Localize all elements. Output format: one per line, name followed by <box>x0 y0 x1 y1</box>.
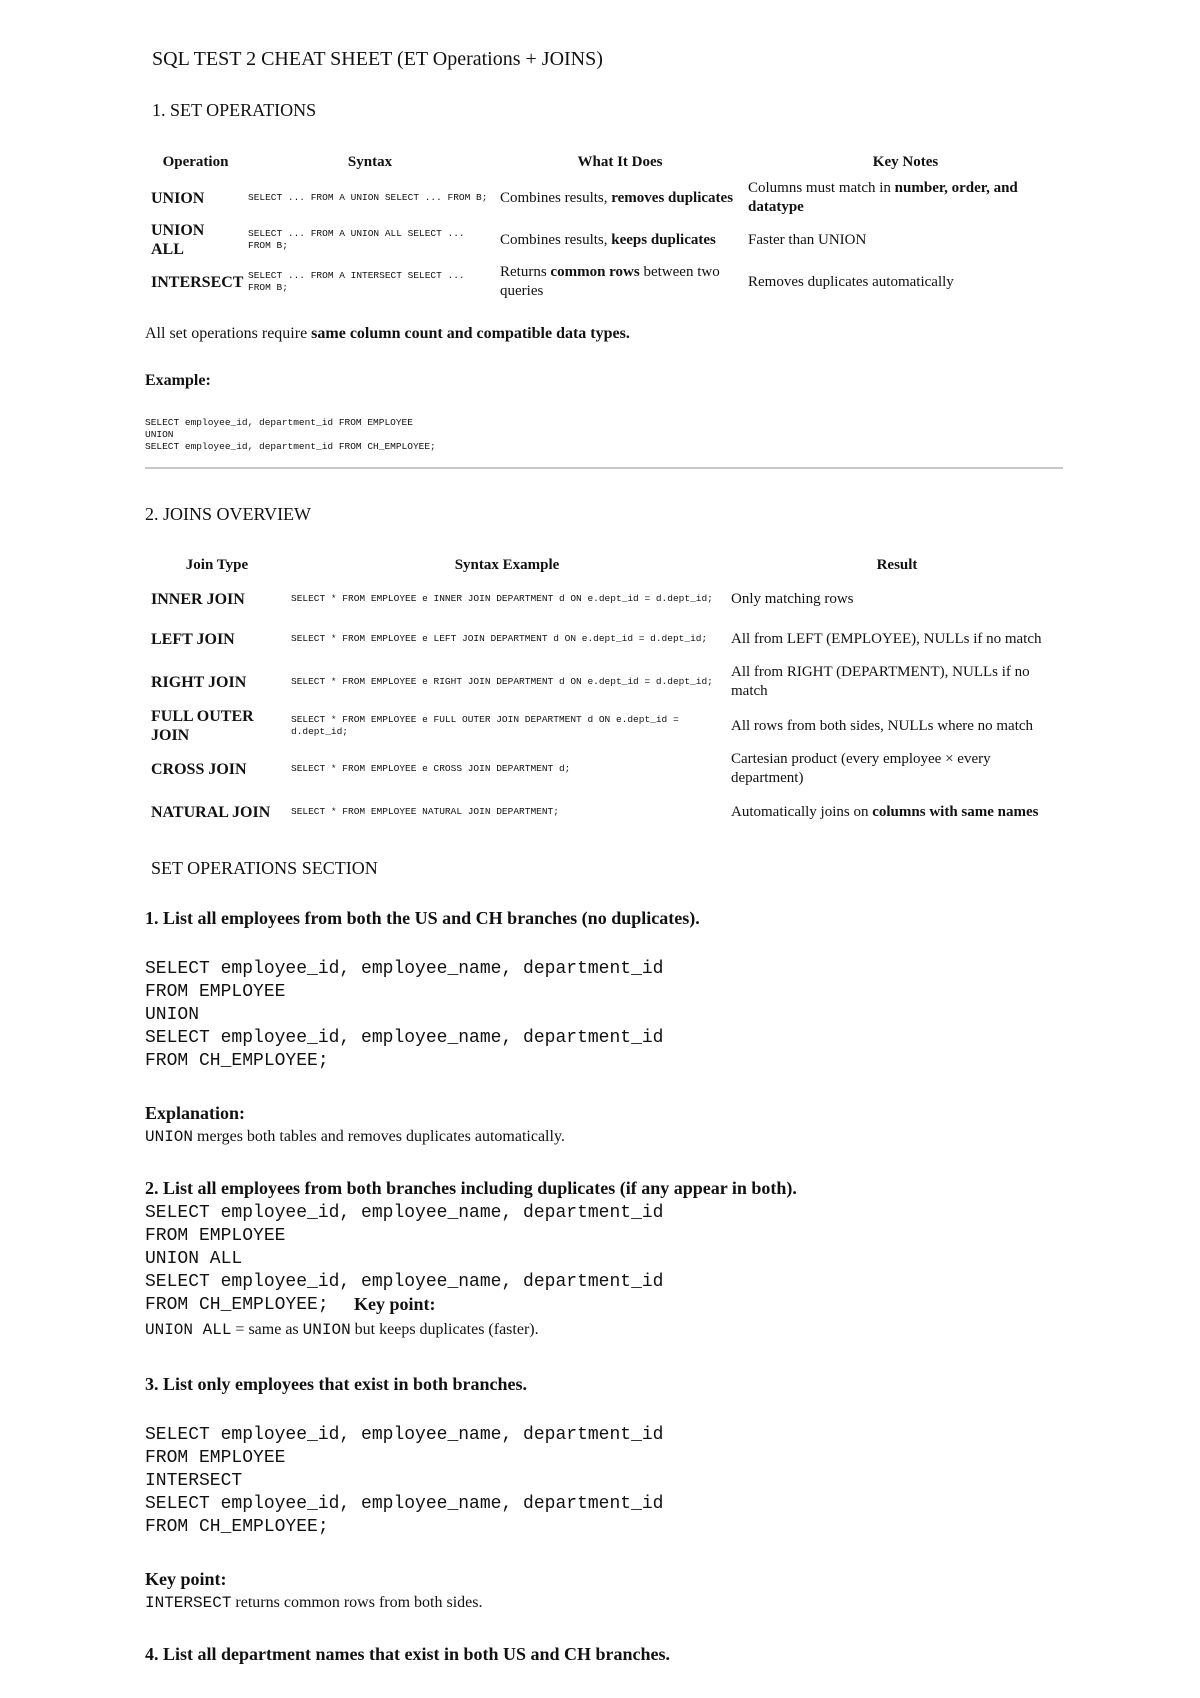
syntax-cell: SELECT * FROM EMPLOYEE e RIGHT JOIN DEPARTMENT d ON e.dept_id = d.dept_id; <box>291 676 713 687</box>
example-label: Example: <box>145 372 211 389</box>
syntax-cell: SELECT * FROM EMPLOYEE NATURAL JOIN DEPARTMENT; <box>291 806 559 817</box>
table-row <box>147 748 1067 790</box>
question-3: 3. List only employees that exist in both branches. <box>145 1374 528 1394</box>
syntax-cell: SELECT * FROM EMPLOYEE e LEFT JOIN DEPARTMENT d ON e.dept_id = d.dept_id; <box>291 633 708 644</box>
set-operations-heading: 1. SET OPERATIONS <box>152 100 317 120</box>
key-notes-cell: Removes duplicates automatically <box>748 273 954 290</box>
join-type: CROSS JOIN <box>151 760 247 778</box>
result-cell: Only matching rows <box>731 590 854 607</box>
table-row <box>147 580 1067 618</box>
question-1-code: SELECT employee_id, employee_name, department_id FROM EMPLOYEE UNION SELECT employee_id, employee_name, department_id FROM CH_EMPLOYEE; <box>145 959 664 1071</box>
joins-table <box>147 555 1067 834</box>
page-title: SQL TEST 2 CHEAT SHEET (ET Operations + JOINS) <box>152 48 603 70</box>
table-row <box>147 219 1067 261</box>
table-row <box>147 261 1067 303</box>
key-point-label: Key point: <box>354 1294 436 1314</box>
column-header: Key Notes <box>872 154 939 170</box>
syntax-cell: SELECT ... FROM A INTERSECT SELECT ... FROM B; <box>248 270 465 293</box>
result-cell: All from RIGHT (DEPARTMENT), NULLs if no match <box>731 664 1030 699</box>
section-heading: SET OPERATIONS SECTION <box>151 858 378 878</box>
column-header: Syntax Example <box>454 557 560 573</box>
key-point-text: UNION ALL = same as UNION but keeps duplicates (faster). <box>145 1321 539 1339</box>
question-4: 4. List all department names that exist in both US and CH branches. <box>145 1644 671 1664</box>
set-operations-table <box>147 152 1067 303</box>
join-type: INNER JOIN <box>151 590 245 608</box>
question-2: 2. List all employees from both branches including duplicates (if any appear in both). <box>145 1178 797 1198</box>
join-type: FULL OUTER JOIN <box>151 708 254 744</box>
what-it-does-cell: Returns common rows between two queries <box>500 264 720 299</box>
example-code: SELECT employee_id, department_id FROM EMPLOYEE UNION SELECT employee_id, department_id FROM CH_EMPLOYEE; <box>145 417 436 452</box>
what-it-does-cell: Combines results, keeps duplicates <box>500 231 716 248</box>
syntax-cell: SELECT * FROM EMPLOYEE e CROSS JOIN DEPARTMENT d; <box>291 763 571 774</box>
section-divider <box>145 467 1063 469</box>
syntax-cell: SELECT * FROM EMPLOYEE e FULL OUTER JOIN DEPARTMENT d ON e.dept_id = d.dept_id; <box>291 714 679 737</box>
operation-name: UNION <box>151 189 205 207</box>
table-row <box>147 660 1067 704</box>
explanation-label: Explanation: <box>145 1103 246 1123</box>
table-row <box>147 704 1067 748</box>
syntax-cell: SELECT ... FROM A UNION ALL SELECT ... FROM B; <box>248 228 465 251</box>
syntax-cell: SELECT * FROM EMPLOYEE e INNER JOIN DEPARTMENT d ON e.dept_id = d.dept_id; <box>291 593 713 604</box>
key-point-text: INTERSECT returns common rows from both sides. <box>145 1594 483 1612</box>
join-type: RIGHT JOIN <box>151 673 247 691</box>
result-cell: Automatically joins on columns with same names <box>731 803 1039 820</box>
set-operations-header-row <box>147 152 1067 177</box>
set-operations-note: All set operations require same column count and compatible data types. <box>145 325 630 342</box>
column-header: What It Does <box>577 154 663 170</box>
joins-heading: 2. JOINS OVERVIEW <box>145 504 312 524</box>
what-it-does-cell: Combines results, removes duplicates <box>500 189 734 206</box>
column-header: Result <box>876 557 918 573</box>
table-row <box>147 618 1067 660</box>
table-row <box>147 177 1067 219</box>
syntax-cell: SELECT ... FROM A UNION SELECT ... FROM B; <box>248 192 488 203</box>
result-cell: All rows from both sides, NULLs where no match <box>731 717 1034 734</box>
question-3-code: SELECT employee_id, employee_name, department_id FROM EMPLOYEE INTERSECT SELECT employee_id, employee_name, department_id FROM CH_EMPLOYEE; <box>145 1425 664 1537</box>
result-cell: All from LEFT (EMPLOYEE), NULLs if no match <box>731 630 1042 647</box>
column-header: Join Type <box>185 557 249 573</box>
join-type: NATURAL JOIN <box>151 803 271 821</box>
key-notes-cell: Columns must match in number, order, and datatype <box>748 180 1018 215</box>
key-notes-cell: Faster than UNION <box>748 231 867 248</box>
question-2-code: SELECT employee_id, employee_name, department_id FROM EMPLOYEE UNION ALL SELECT employee_id, employee_name, department_id FROM CH_EMPLOYEE; <box>145 1203 664 1315</box>
joins-header-row <box>147 555 1067 580</box>
column-header: Operation <box>162 154 229 170</box>
explanation-text: UNION merges both tables and removes duplicates automatically. <box>145 1128 565 1146</box>
key-point-label: Key point: <box>145 1569 227 1589</box>
question-1: 1. List all employees from both the US and CH branches (no duplicates). <box>145 908 700 928</box>
result-cell: Cartesian product (every employee × every department) <box>731 751 991 786</box>
join-type: LEFT JOIN <box>151 630 235 648</box>
operation-name: INTERSECT <box>151 273 244 291</box>
column-header: Syntax <box>347 154 393 170</box>
operation-name: UNION ALL <box>151 222 205 258</box>
table-row <box>147 790 1067 834</box>
